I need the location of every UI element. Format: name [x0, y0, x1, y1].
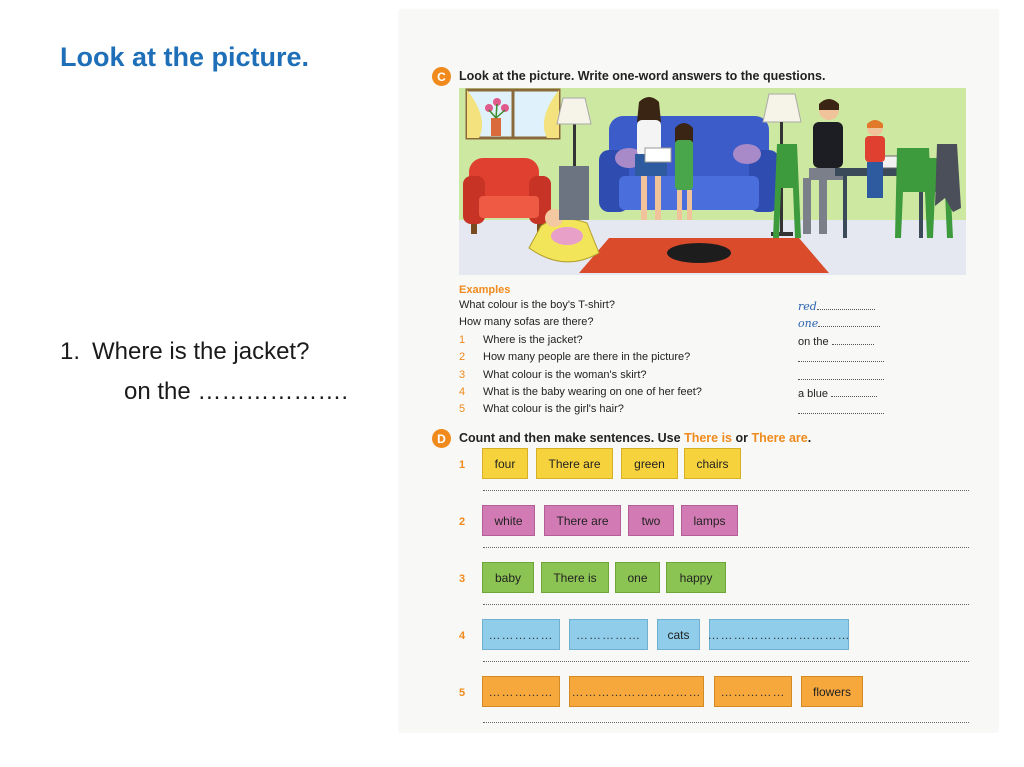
- question-text: Where is the jacket?: [483, 334, 583, 346]
- word-card[interactable]: There are: [536, 448, 613, 479]
- word-card-blank[interactable]: …………………………: [569, 676, 704, 707]
- word-card[interactable]: lamps: [681, 505, 738, 536]
- word-card-blank[interactable]: ……………: [714, 676, 792, 707]
- section-c-badge: C: [432, 67, 451, 86]
- question-row: [459, 386, 989, 403]
- word-row: 5 …………… ………………………… …………… flowers: [459, 676, 969, 724]
- word-card-blank[interactable]: ……………: [482, 619, 560, 650]
- answer-blank[interactable]: [798, 369, 888, 383]
- section-c-title: Look at the picture. Write one-word answers to the questions.: [459, 69, 826, 83]
- answer-blank[interactable]: [798, 351, 888, 365]
- word-card[interactable]: baby: [482, 562, 534, 593]
- word-card-blank[interactable]: ……………: [569, 619, 648, 650]
- living-room-illustration: [459, 88, 966, 275]
- question-text: What colour is the woman's skirt?: [483, 369, 647, 381]
- slide-question-block: [60, 338, 348, 406]
- writing-line[interactable]: [483, 547, 969, 548]
- writing-line[interactable]: [483, 604, 969, 605]
- question-row: [459, 403, 989, 420]
- writing-line[interactable]: [483, 722, 969, 723]
- answer-blank[interactable]: on the: [798, 334, 888, 348]
- black-cat: [667, 243, 731, 263]
- question-text: Where is the jacket?: [92, 338, 310, 365]
- jacket: [935, 144, 961, 212]
- section-d-badge: D: [432, 429, 451, 448]
- example-row: [459, 316, 989, 333]
- word-card[interactable]: one: [615, 562, 660, 593]
- word-card[interactable]: cats: [657, 619, 700, 650]
- example-answer: red: [798, 299, 888, 313]
- question-num: 3: [459, 369, 466, 381]
- example-question: What colour is the boy's T-shirt?: [459, 299, 615, 311]
- boy-red-tshirt: [865, 120, 885, 198]
- question-row: [459, 351, 989, 368]
- question-num: 1: [459, 334, 466, 346]
- word-row: 4 …………… …………… cats ……………………………: [459, 619, 969, 667]
- worksheet-page: [399, 10, 998, 732]
- question-num: 4: [459, 386, 466, 398]
- window: [467, 90, 559, 138]
- question-text: What colour is the girl's hair?: [483, 403, 624, 415]
- answer-blank[interactable]: [798, 403, 888, 417]
- word-card[interactable]: two: [628, 505, 674, 536]
- examples-label: Examples: [459, 284, 511, 296]
- word-card[interactable]: happy: [666, 562, 726, 593]
- word-card-blank[interactable]: ……………: [482, 676, 560, 707]
- word-row: 3 baby There is one happy: [459, 562, 969, 610]
- writing-line[interactable]: [483, 490, 969, 491]
- word-card[interactable]: There is: [541, 562, 609, 593]
- question-number: 1.: [60, 338, 81, 365]
- question-row: [459, 334, 989, 351]
- word-card[interactable]: four: [482, 448, 528, 479]
- word-card[interactable]: There are: [544, 505, 621, 536]
- example-answer: one: [798, 316, 888, 330]
- question-text: What is the baby wearing on one of her feet?: [483, 386, 702, 398]
- word-card[interactable]: chairs: [684, 448, 741, 479]
- question-text: How many people are there in the picture?: [483, 351, 691, 363]
- word-card[interactable]: white: [482, 505, 535, 536]
- word-card[interactable]: green: [621, 448, 678, 479]
- answer-blank[interactable]: a blue: [798, 386, 888, 400]
- question-num: 5: [459, 403, 466, 415]
- word-card-blank[interactable]: ……………………………: [709, 619, 849, 650]
- section-d-title: Count and then make sentences. Use There is or There are.: [459, 431, 812, 445]
- slide-title: Look at the picture.: [60, 42, 310, 72]
- answer-prompt: on the ……………….: [124, 378, 349, 405]
- word-card[interactable]: flowers: [801, 676, 863, 707]
- example-question: How many sofas are there?: [459, 316, 594, 328]
- example-row: [459, 299, 989, 316]
- word-row: 1 four There are green chairs: [459, 448, 969, 496]
- question-row: [459, 369, 989, 386]
- word-row: 2 white There are two lamps: [459, 505, 969, 553]
- writing-line[interactable]: [483, 661, 969, 662]
- question-num: 2: [459, 351, 466, 363]
